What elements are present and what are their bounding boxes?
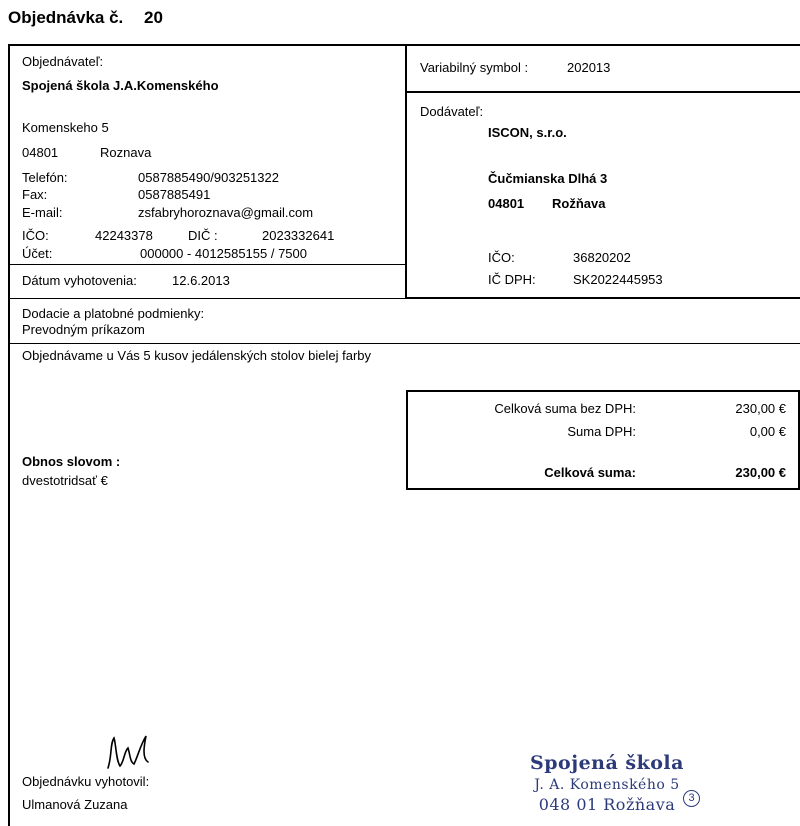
supplier-icdph-label: IČ DPH: bbox=[488, 272, 536, 287]
variable-symbol-label: Variabilný symbol : bbox=[420, 60, 529, 75]
issue-date-label: Dátum vyhotovenia: bbox=[22, 273, 137, 288]
page-title bbox=[8, 8, 163, 28]
signature-label: Objednávku vyhotovil: bbox=[22, 774, 150, 789]
email-value: zsfabryhoroznava@gmail.com bbox=[138, 205, 314, 220]
phone-label: Telefón: bbox=[22, 170, 68, 185]
terms-separator bbox=[8, 343, 800, 344]
total-without-vat-value: 230,00 € bbox=[735, 401, 786, 416]
supplier-ico-value: 36820202 bbox=[573, 250, 631, 265]
supplier-icdph-value: SK2022445953 bbox=[573, 272, 663, 287]
orderer-dic-label: DIČ : bbox=[188, 228, 218, 243]
stamp-line2: J. A. Komenského 5 bbox=[534, 777, 680, 793]
supplier-city: Rožňava bbox=[552, 196, 606, 211]
fax-label: Fax: bbox=[22, 187, 48, 202]
title-text: Objednávka č. bbox=[8, 8, 124, 27]
stamp-line3 bbox=[522, 795, 692, 814]
order-text: Objednávame u Vás 5 kusov jedálenských stolov bielej farby bbox=[22, 348, 372, 363]
stamp-number-circle: 3 bbox=[683, 790, 700, 807]
orderer-city: Roznava bbox=[100, 145, 152, 160]
terms-label: Dodacie a platobné podmienky: bbox=[22, 306, 205, 321]
vat-value: 0,00 € bbox=[749, 424, 786, 439]
frame-left-bottom bbox=[8, 299, 10, 826]
phone-value: 0587885490/903251322 bbox=[138, 170, 279, 185]
vat-label: Suma DPH: bbox=[567, 424, 636, 439]
supplier-zip: 04801 bbox=[488, 196, 525, 211]
frame-left-top bbox=[8, 44, 10, 299]
stamp-line1: Spojená škola bbox=[530, 752, 684, 774]
signature-name: Ulmanová Zuzana bbox=[22, 797, 128, 812]
orderer-zip: 04801 bbox=[22, 145, 59, 160]
grand-total-value: 230,00 € bbox=[735, 465, 786, 480]
stamp-line3-text: 048 01 Rožňava bbox=[538, 795, 676, 814]
terms-value: Prevodným príkazom bbox=[22, 322, 145, 337]
signature-scribble bbox=[100, 732, 160, 772]
account-value: 000000 - 4012585155 / 7500 bbox=[140, 246, 307, 261]
orderer-ico-label: IČO: bbox=[22, 228, 49, 243]
left-bottom-separator bbox=[8, 298, 406, 299]
order-number: 20 bbox=[144, 8, 163, 27]
supplier-box-top bbox=[405, 91, 800, 93]
supplier-ico-label: IČO: bbox=[488, 250, 515, 265]
supplier-box-bottom bbox=[405, 297, 800, 299]
orderer-ico-value: 42243378 bbox=[95, 228, 153, 243]
orderer-label: Objednávateľ: bbox=[22, 54, 104, 69]
amount-words-label: Obnos slovom : bbox=[22, 454, 121, 469]
orderer-name: Spojená škola J.A.Komenského bbox=[22, 78, 219, 93]
total-without-vat-label: Celková suma bez DPH: bbox=[494, 401, 636, 416]
variable-symbol-value: 202013 bbox=[567, 60, 611, 75]
amount-words-value: dvestotridsať € bbox=[22, 473, 108, 488]
orderer-dic-value: 2023332641 bbox=[262, 228, 335, 243]
date-separator bbox=[8, 264, 406, 265]
frame-top bbox=[8, 44, 800, 46]
orderer-street: Komenskeho 5 bbox=[22, 120, 109, 135]
supplier-name: ISCON, s.r.o. bbox=[488, 125, 567, 140]
supplier-label: Dodávateľ: bbox=[420, 104, 484, 119]
fax-value: 0587885491 bbox=[138, 187, 211, 202]
school-stamp bbox=[522, 752, 692, 814]
supplier-street: Čučmianska Dlhá 3 bbox=[488, 171, 608, 186]
issue-date-value: 12.6.2013 bbox=[172, 273, 230, 288]
account-label: Účet: bbox=[22, 246, 53, 261]
email-label: E-mail: bbox=[22, 205, 63, 220]
grand-total-label: Celková suma: bbox=[544, 465, 636, 480]
frame-middle bbox=[405, 44, 407, 299]
